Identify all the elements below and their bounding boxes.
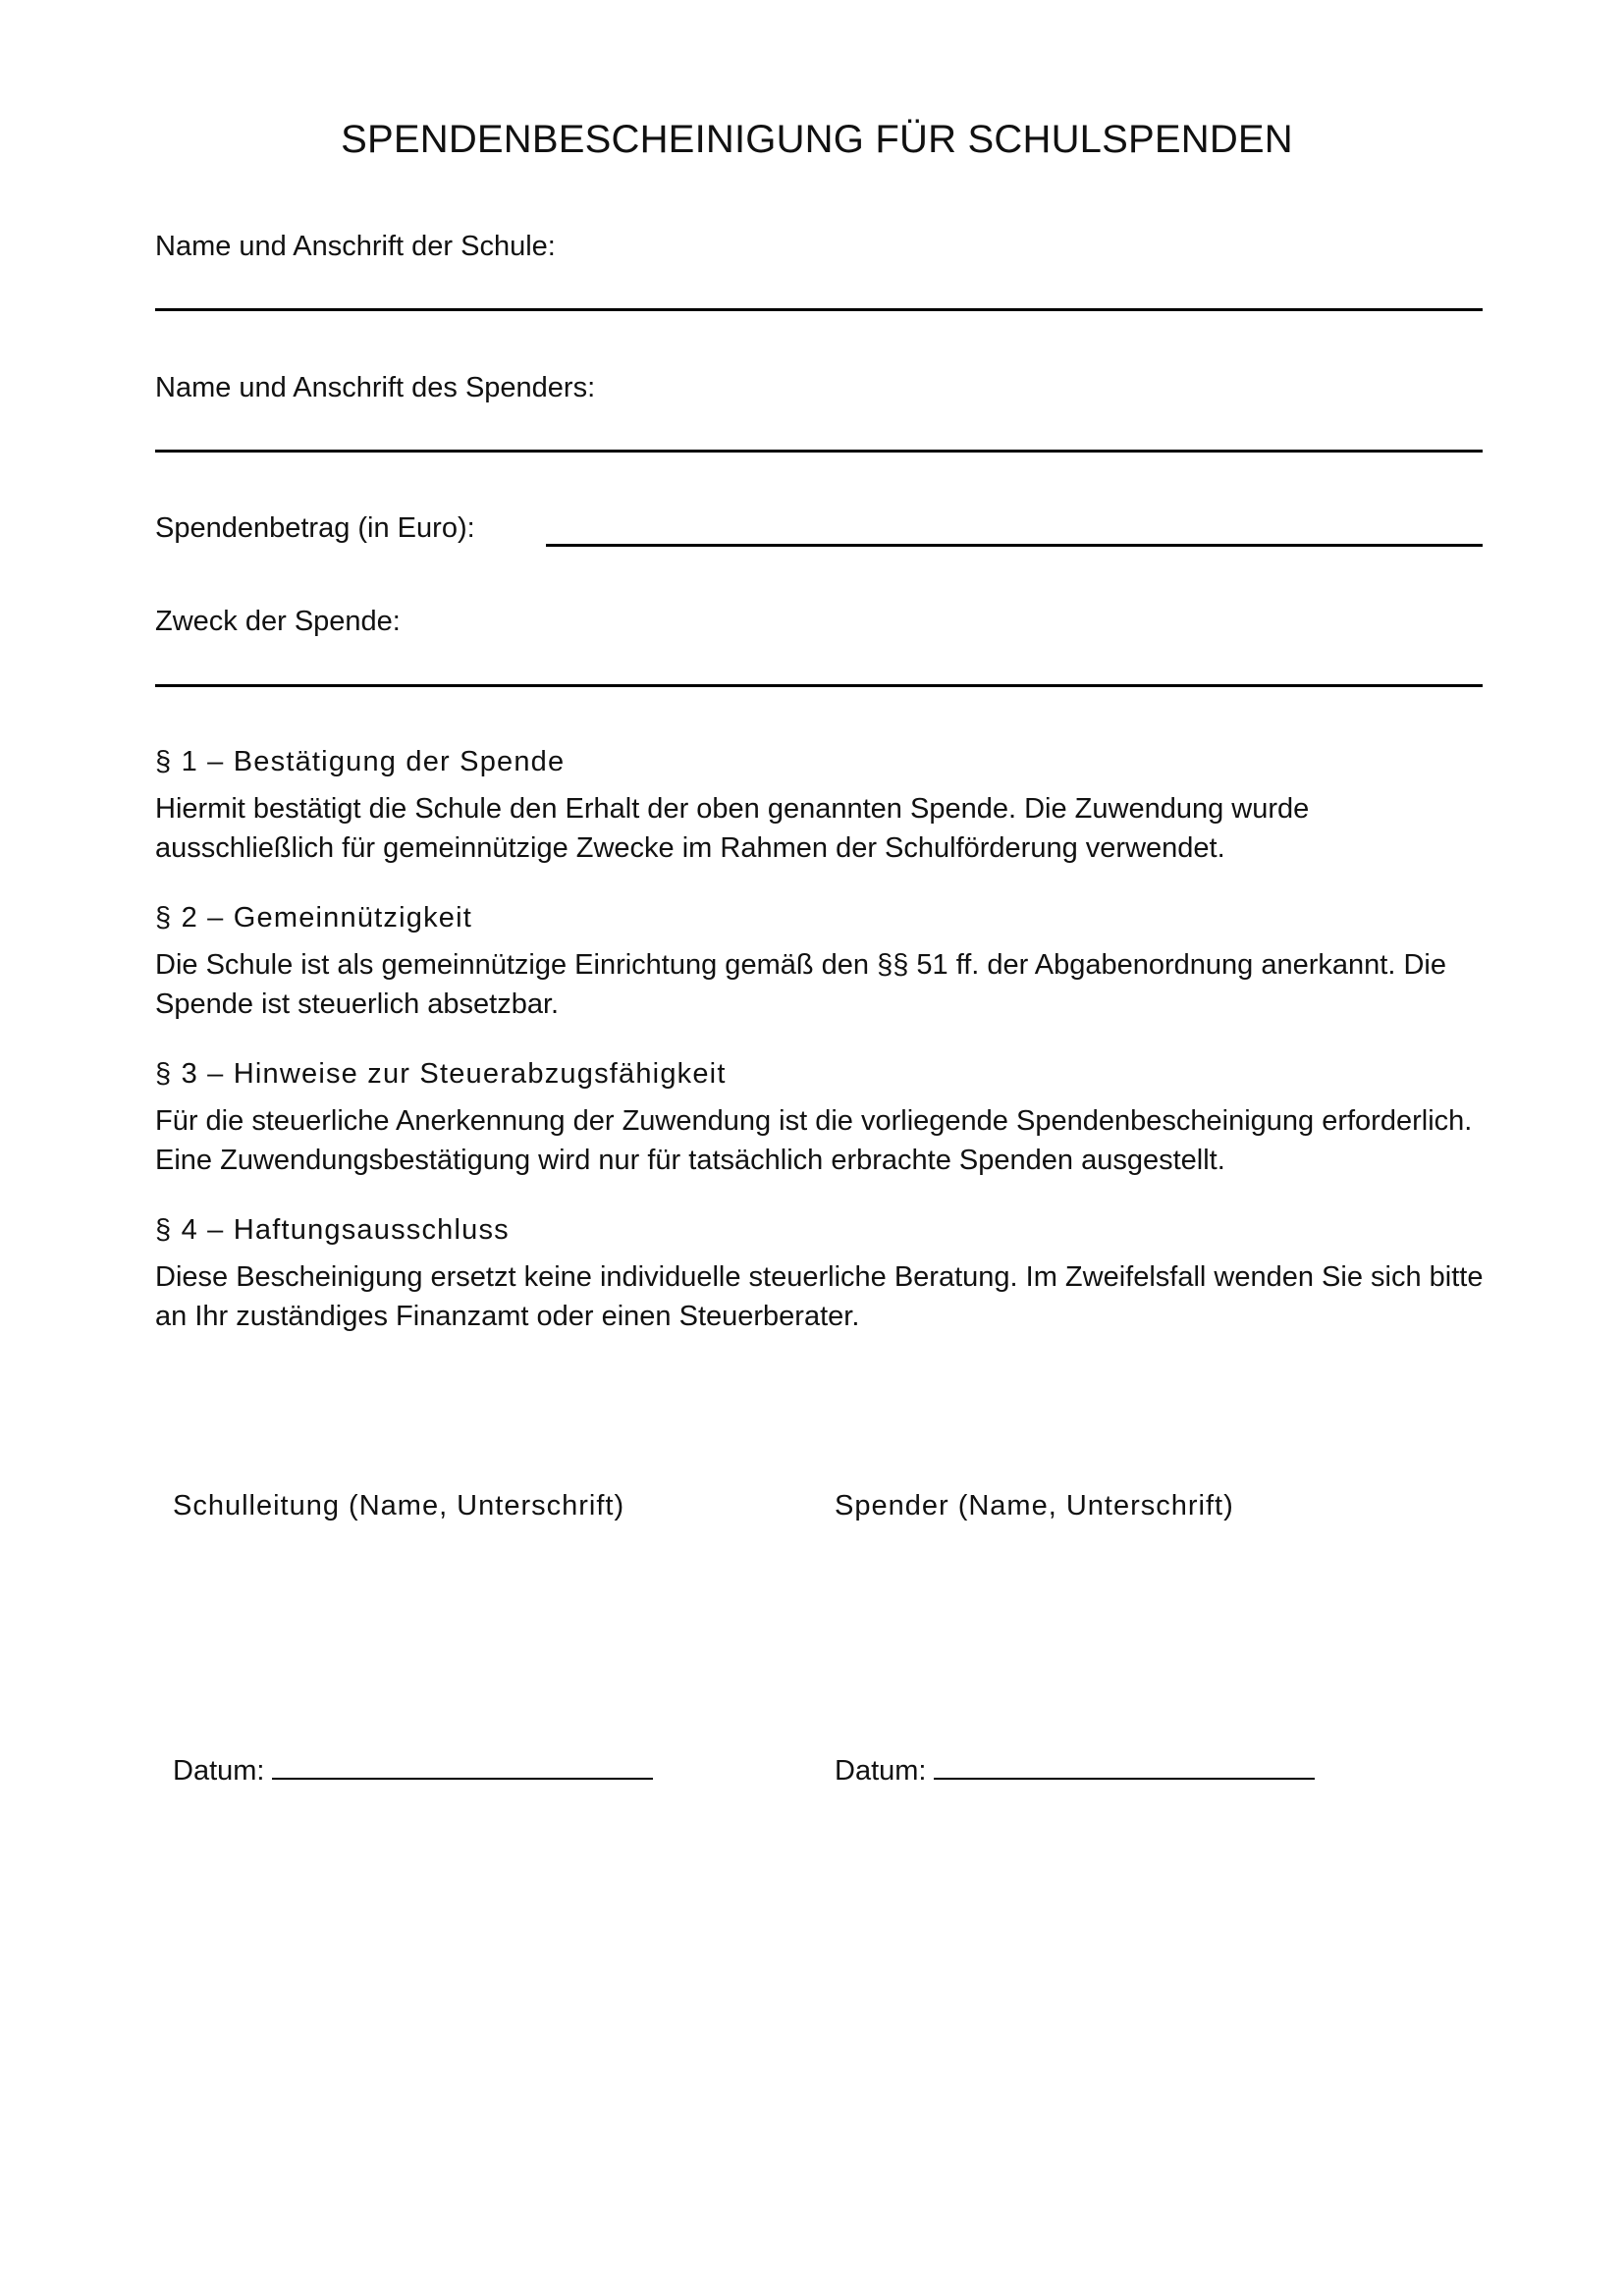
- amount-field-line[interactable]: [546, 544, 1483, 547]
- donor-date-label: Datum:: [835, 1755, 927, 1787]
- school-signature-label: Schulleitung (Name, Unterschrift): [173, 1490, 625, 1522]
- section-2-heading: § 2 – Gemeinnützigkeit: [155, 902, 473, 934]
- section-4-body: Diese Bescheinigung ersetzt keine individuelle steuerliche Beratung. Im Zweifelsfall wenden Sie sich bitte an Ihr zuständiges Finanzamt oder einen Steuerberater.: [155, 1261, 1484, 1332]
- section-3-body: Für die steuerliche Anerkennung der Zuwendung ist die vorliegende Spendenbescheinigung erforderlich. Eine Zuwendungsbestätigung wird nur für tatsächlich erbrachte Spenden ausgestellt.: [155, 1105, 1473, 1176]
- donor-date-field: [835, 1750, 1315, 1789]
- purpose-field-line[interactable]: [155, 684, 1483, 687]
- donor-signature-label: Spender (Name, Unterschrift): [835, 1490, 1234, 1522]
- amount-field-label: Spendenbetrag (in Euro):: [155, 512, 475, 544]
- section-4-heading: § 4 – Haftungsausschluss: [155, 1214, 510, 1246]
- donor-field-line[interactable]: [155, 450, 1483, 453]
- donor-date-blank[interactable]: [934, 1750, 1315, 1780]
- school-date-field: [173, 1750, 653, 1789]
- school-date-blank[interactable]: [272, 1750, 653, 1780]
- school-field-line[interactable]: [155, 308, 1483, 311]
- purpose-field-label: Zweck der Spende:: [155, 606, 401, 637]
- section-1-body: Hiermit bestätigt die Schule den Erhalt der oben genannten Spende. Die Zuwendung wurde ausschließlich für gemeinnützige Zwecke im Rahmen der Schulförderung verwendet.: [155, 793, 1310, 864]
- school-date-label: Datum:: [173, 1755, 265, 1787]
- school-field-label: Name und Anschrift der Schule:: [155, 231, 556, 262]
- section-1-heading: § 1 – Bestätigung der Spende: [155, 746, 566, 777]
- document-title: SPENDENBESCHEINIGUNG FÜR SCHULSPENDEN: [341, 118, 1293, 161]
- section-3-heading: § 3 – Hinweise zur Steuerabzugsfähigkeit: [155, 1058, 727, 1090]
- donor-field-label: Name und Anschrift des Spenders:: [155, 372, 596, 403]
- section-2-body: Die Schule ist als gemeinnützige Einrichtung gemäß den §§ 51 ff. der Abgabenordnung anerkannt. Die Spende ist steuerlich absetzbar.: [155, 949, 1446, 1020]
